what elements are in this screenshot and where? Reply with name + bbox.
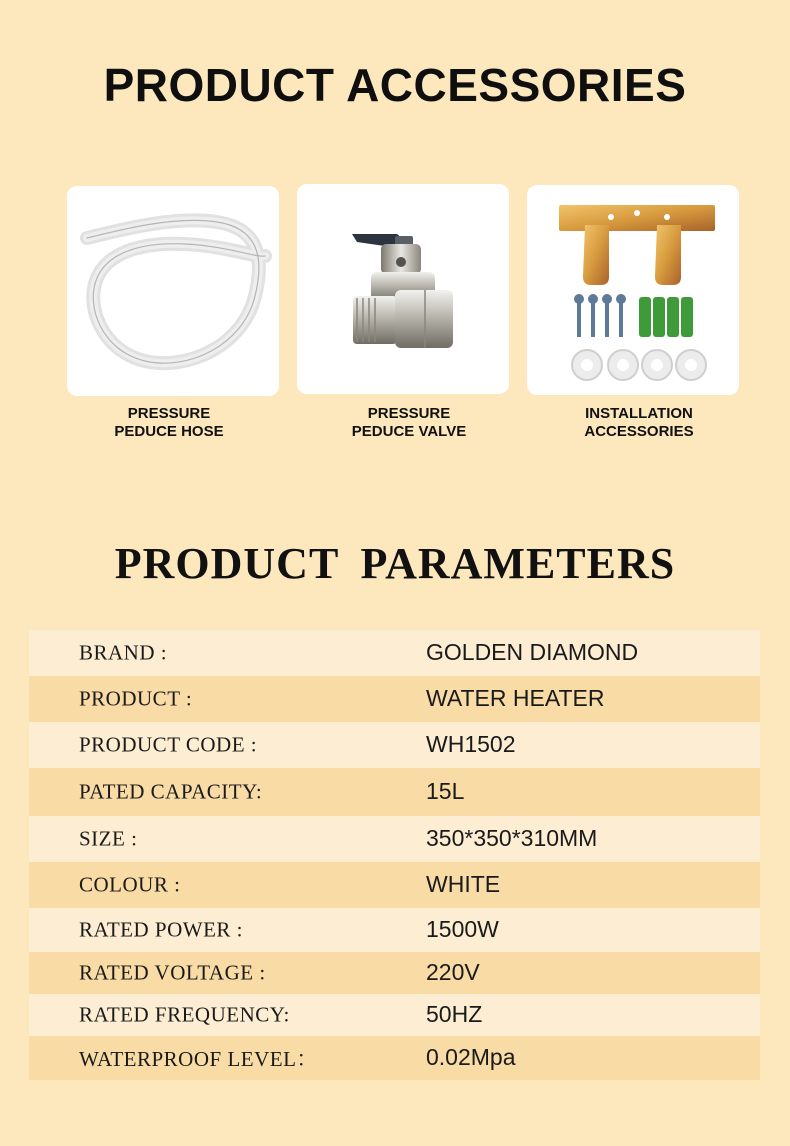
param-value: 350*350*310MM — [426, 824, 598, 851]
param-value: 50HZ — [426, 1000, 483, 1027]
valve-label-line1: PRESSURE — [367, 405, 451, 422]
param-value: 1500W — [426, 915, 499, 942]
valve-label-line2: PEDUCE VALVE — [351, 423, 467, 440]
table-row — [29, 908, 760, 952]
table-row — [29, 994, 760, 1036]
param-value: 0.02Mpa — [426, 1043, 516, 1070]
hose-label-line1: PRESSURE — [127, 405, 211, 422]
parameters-title: PRODUCT PARAMETERS — [114, 539, 676, 588]
valve-label — [294, 405, 524, 441]
hose-image-card — [67, 186, 279, 396]
param-label: BRAND : — [79, 640, 168, 665]
accessories-title: PRODUCT ACCESSORIES — [103, 59, 687, 111]
param-value: GOLDEN DIAMOND — [426, 638, 639, 665]
param-label: PRODUCT : — [79, 686, 193, 711]
param-value: WH1502 — [426, 730, 516, 757]
param-label: PATED CAPACITY: — [79, 779, 263, 804]
param-label: RATED FREQUENCY: — [79, 1002, 290, 1027]
installation-kit-icon — [527, 185, 739, 395]
param-label: SIZE : — [79, 826, 138, 851]
param-value: WHITE — [426, 870, 501, 897]
param-label: COLOUR : — [79, 872, 181, 897]
table-row — [29, 816, 760, 862]
param-value: 15L — [426, 777, 465, 804]
param-label: RATED VOLTAGE : — [79, 960, 266, 985]
installation-label-line1: INSTALLATION — [585, 405, 693, 422]
param-label: WATERPROOF LEVEL： — [79, 1047, 318, 1071]
table-row — [29, 952, 760, 994]
param-label: PRODUCT CODE : — [79, 732, 258, 757]
hose-label-line2: PEDUCE HOSE — [114, 423, 224, 440]
table-row — [29, 1036, 760, 1080]
parameters-table — [29, 630, 760, 1080]
hose-label — [54, 405, 284, 441]
installation-image-card — [527, 185, 739, 395]
valve-image-card — [297, 184, 509, 394]
param-value: WATER HEATER — [426, 684, 605, 711]
installation-label — [524, 405, 754, 441]
table-row — [29, 676, 760, 722]
param-label: RATED POWER : — [79, 917, 243, 942]
param-value: 220V — [426, 958, 480, 985]
installation-label-line2: ACCESSORIES — [584, 423, 694, 440]
table-row — [29, 722, 760, 768]
table-row — [29, 862, 760, 908]
valve-icon — [297, 184, 509, 394]
table-row — [29, 768, 760, 816]
hose-icon — [67, 186, 279, 396]
table-row — [29, 630, 760, 676]
